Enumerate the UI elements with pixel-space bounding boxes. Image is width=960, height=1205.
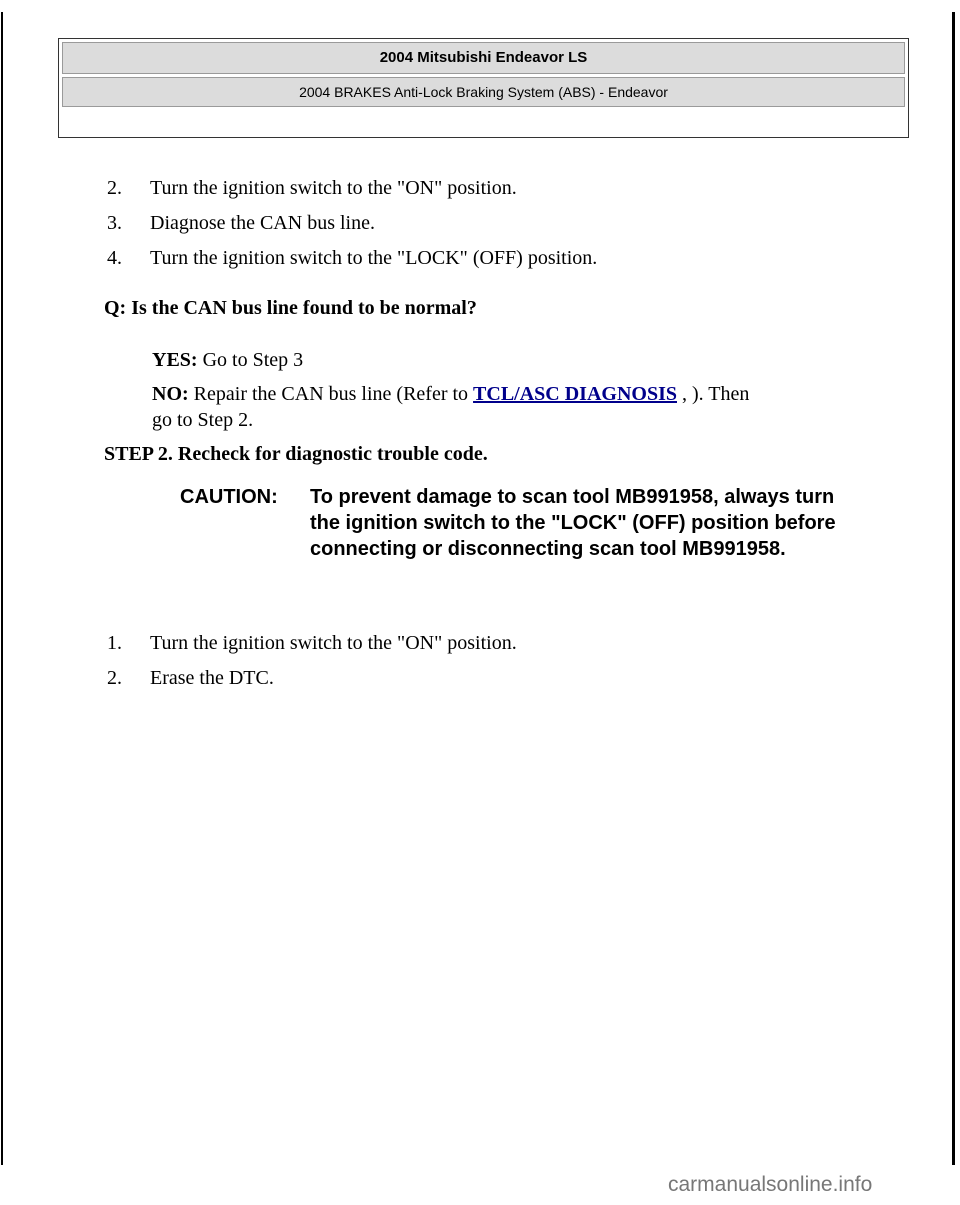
question-heading: Q: Is the CAN bus line found to be normal?: [104, 297, 477, 319]
answer-no: [152, 381, 749, 407]
answer-no-text: Repair the CAN bus line (Refer to: [188, 383, 474, 405]
answer-no-text-after: , ). Then: [677, 383, 750, 405]
step-number: 3.: [107, 212, 122, 234]
step-number: 1.: [107, 632, 122, 654]
caution-label: CAUTION:: [180, 486, 278, 508]
step-number: 2.: [107, 667, 122, 689]
step-text: Diagnose the CAN bus line.: [150, 212, 375, 234]
page-frame-right: [952, 12, 955, 1165]
page-frame-left: [1, 12, 3, 1165]
answer-yes: [152, 347, 303, 373]
answer-no-label: NO:: [152, 383, 189, 405]
step-item: [107, 175, 517, 201]
step-text: Turn the ignition switch to the "ON" position.: [150, 632, 517, 654]
header-subtitle: 2004 BRAKES Anti-Lock Braking System (ABS) - Endeavor: [62, 77, 905, 107]
answer-yes-text: Go to Step 3: [197, 349, 304, 371]
step-item: [107, 210, 375, 236]
step-text: Turn the ignition switch to the "ON" position.: [150, 177, 517, 199]
step-heading: STEP 2. Recheck for diagnostic trouble code.: [104, 443, 488, 465]
document-header: [58, 38, 909, 138]
header-title: 2004 Mitsubishi Endeavor LS: [62, 42, 905, 74]
answer-no-line2: go to Step 2.: [152, 409, 254, 431]
step-text: Erase the DTC.: [150, 667, 274, 689]
step-text: Turn the ignition switch to the "LOCK" (OFF) position.: [150, 247, 598, 269]
step-number: 2.: [107, 177, 122, 199]
footer-watermark: carmanualsonline.info: [668, 1173, 873, 1196]
step-item: [107, 245, 597, 271]
tcl-asc-diagnosis-link[interactable]: TCL/ASC DIAGNOSIS: [473, 383, 677, 405]
answer-yes-label: YES:: [152, 349, 198, 371]
step-item: [107, 630, 517, 656]
step-item: [107, 665, 274, 691]
caution-text: To prevent damage to scan tool MB991958, always turn the ignition switch to the "LOCK" (OFF) position before connecting or disconnecting scan tool MB991958.: [310, 486, 836, 560]
step-number: 4.: [107, 247, 122, 269]
